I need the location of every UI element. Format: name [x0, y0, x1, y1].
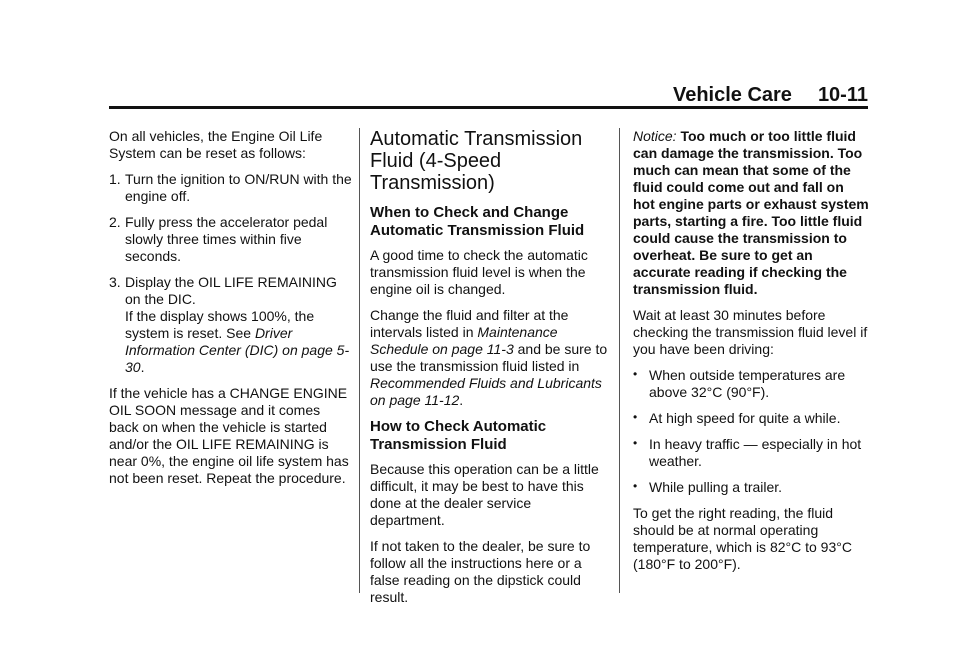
notice-paragraph [633, 128, 869, 298]
dic-reference-link[interactable]: Driver Information Center (DIC) on page 5-30 [125, 325, 350, 375]
column-divider [619, 128, 620, 593]
section-title: Vehicle Care [672, 84, 792, 106]
header-rule [109, 106, 868, 109]
step-number: 3. [109, 274, 121, 290]
subheading-how: How to Check Automatic Transmission Fluid [370, 418, 547, 453]
maintenance-schedule-link[interactable]: Maintenance Schedule on page 11-3 [370, 324, 558, 357]
bullet-icon: • [633, 436, 638, 450]
bullet-text: When outside temperatures are above 32°C (90°F). [649, 367, 846, 400]
list-item [109, 274, 353, 376]
paragraph: A good time to check the automatic transmission fluid level is when the engine oil is changed. [370, 247, 588, 297]
bullet-icon: • [633, 367, 638, 381]
bullet-text: In heavy traffic — especially in hot weather. [649, 436, 862, 469]
list-item [109, 214, 353, 265]
column-3 [633, 128, 869, 582]
column-2 [370, 128, 608, 615]
list-item [633, 367, 869, 401]
step-text: Display the OIL LIFE REMAINING on the DIC. [125, 274, 337, 307]
paragraph: Because this operation can be a little difficult, it may be best to have this done at the dealer service department. [370, 461, 599, 528]
list-item [109, 171, 353, 205]
step-number: 2. [109, 214, 121, 230]
paragraph: To get the right reading, the fluid should be at normal operating temperature, which is 82°C to 93°C (180°F to 200°F). [633, 505, 852, 572]
column-divider [359, 128, 360, 593]
text: and be sure to use the transmission fluid listed in [370, 341, 608, 374]
step-text: Fully press the accelerator pedal slowly three times within five seconds. [125, 214, 328, 264]
note-text: . [140, 359, 145, 375]
step-number: 1. [109, 171, 121, 187]
paragraph: If not taken to the dealer, be sure to follow all the instructions here or a false reading on the dipstick could result. [370, 538, 591, 605]
intro-paragraph: On all vehicles, the Engine Oil Life System can be reset as follows: [109, 128, 323, 161]
subheading-when: When to Check and Change Automatic Transmission Fluid [370, 204, 585, 239]
notice-label: Notice: [633, 128, 677, 144]
list-item [633, 410, 869, 427]
recommended-fluids-link[interactable]: Recommended Fluids and Lubricants on page 11-12 [370, 375, 602, 408]
list-item [633, 436, 869, 470]
page-number: 10-11 [817, 84, 868, 106]
bullet-icon: • [633, 479, 638, 493]
text: . [459, 392, 464, 408]
bullet-text: While pulling a trailer. [649, 479, 783, 495]
notice-text: Too much or too little fluid can damage the transmission. Too much can mean that some of the fluid could come out and fall on hot engine parts or exhaust system parts, starting a fire. Too little fluid could cause the transmission to overheat. Be sure to get an accurate reading if checking the transmission fluid. [633, 128, 869, 297]
bullet-icon: • [633, 410, 638, 424]
paragraph [370, 307, 608, 409]
section-heading: Automatic Transmission Fluid (4-Speed Transmission) [370, 128, 583, 194]
column-1 [109, 128, 353, 496]
step-text: Turn the ignition to ON/RUN with the engine off. [125, 171, 352, 204]
text: Change the fluid and filter at the intervals listed in [370, 307, 569, 340]
paragraph: Wait at least 30 minutes before checking the transmission fluid level if you have been driving: [633, 307, 868, 357]
reset-paragraph: If the vehicle has a CHANGE ENGINE OIL SOON message and it comes back on when the vehicle is started and/or the OIL LIFE REMAINING is near 0%, the engine oil life system has not been reset. Repeat the procedure. [109, 385, 349, 486]
step-note [125, 308, 353, 376]
list-item [633, 479, 869, 496]
page-header [109, 84, 868, 106]
note-text: If the display shows 100%, the system is reset. See [125, 308, 315, 341]
bullet-text: At high speed for quite a while. [649, 410, 841, 426]
